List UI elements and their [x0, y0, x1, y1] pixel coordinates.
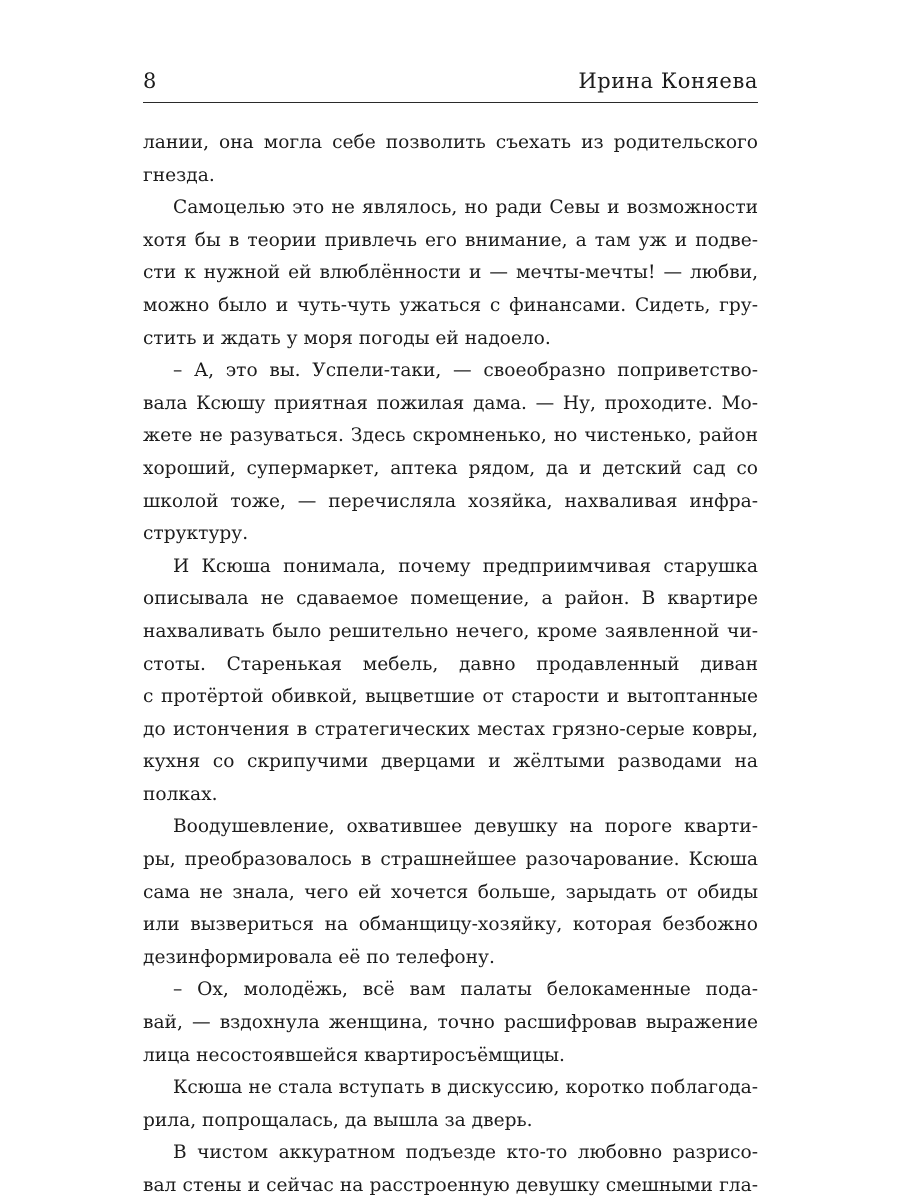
- text-line: сти к нужной ей влюблённости и — мечты-мечты! — любви,: [143, 262, 758, 284]
- page-number: 8: [143, 69, 157, 93]
- text-line: стоты. Старенькая мебель, давно продавленный диван: [143, 653, 758, 675]
- text-line: Воодушевление, охватившее девушку на пороге кварти-: [173, 816, 758, 838]
- text-line: вала Ксюшу приятная пожилая дама. — Ну, проходите. Мо-: [143, 392, 758, 414]
- text-line: лица несостоявшейся квартиросъёмщицы.: [143, 1044, 565, 1066]
- text-line: В чистом аккуратном подъезде кто-то любовно разрисо-: [173, 1142, 758, 1164]
- running-header: [143, 64, 758, 103]
- text-line: хотя бы в теории привлечь его внимание, а там уж и подве-: [143, 229, 758, 251]
- text-line: нахваливать было решительно нечего, кроме заявленной чи-: [143, 620, 758, 642]
- text-line: И Ксюша понимала, почему предприимчивая старушка: [173, 555, 758, 577]
- text-line: стить и ждать у моря погоды ей надоело.: [143, 327, 551, 349]
- text-line: сама не знала, чего ей хочется больше, зарыдать от обиды: [143, 881, 758, 903]
- text-line: описывала не сдаваемое помещение, а район. В квартире: [143, 588, 758, 610]
- text-line: ры, преобразовалось в страшнейшее разочарование. Ксюша: [143, 849, 758, 871]
- text-line: вай, — вздохнула женщина, точно расшифровав выражение: [143, 1012, 758, 1034]
- text-line: – Ох, молодёжь, всё вам палаты белокаменные пода-: [173, 979, 758, 1001]
- text-line: рила, попрощалась, да вышла за дверь.: [143, 1109, 533, 1131]
- paragraph: [143, 551, 758, 812]
- text-line: хороший, супермаркет, аптека рядом, да и детский сад со: [143, 457, 758, 479]
- text-line: Самоцелью это не являлось, но ради Севы и возможности: [173, 197, 758, 219]
- text-line: жете не разуваться. Здесь скромненько, но чистенько, район: [143, 425, 758, 447]
- text-line: школой тоже, — перечисляла хозяйка, нахваливая инфра-: [143, 490, 758, 512]
- text-line: Ксюша не стала вступать в дискуссию, коротко поблагода-: [173, 1077, 758, 1099]
- paragraph: [143, 355, 758, 551]
- author-name: Ирина Коняева: [578, 69, 758, 93]
- text-line: – А, это вы. Успели-таки, — своеобразно поприветство-: [173, 360, 758, 382]
- paragraph: [143, 192, 758, 355]
- text-line: можно было и чуть-чуть ужаться с финансами. Сидеть, гру-: [143, 294, 758, 316]
- text-line: структуру.: [143, 523, 249, 545]
- paragraph: [143, 974, 758, 1072]
- paragraph: [143, 1072, 758, 1137]
- paragraph: [143, 811, 758, 974]
- text-line: с протёртой обивкой, выцветшие от старости и вытоптанные: [143, 686, 758, 708]
- text-line: дезинформировала её по телефону.: [143, 946, 495, 968]
- text-line: полках.: [143, 783, 218, 805]
- text-line: гнезда.: [143, 164, 215, 186]
- paragraph: [143, 127, 758, 192]
- paragraph: [143, 1137, 758, 1202]
- text-line: вал стены и сейчас на расстроенную девушку смешными гла-: [143, 1175, 758, 1196]
- text-line: лании, она могла себе позволить съехать из родительского: [143, 132, 758, 153]
- text-line: или вызвериться на обманщицу-хозяйку, которая безбожно: [143, 914, 758, 936]
- body-text: [143, 127, 758, 1203]
- text-line: до истончения в стратегических местах грязно-серые ковры,: [143, 718, 758, 740]
- text-line: кухня со скрипучими дверцами и жёлтыми разводами на: [143, 751, 758, 773]
